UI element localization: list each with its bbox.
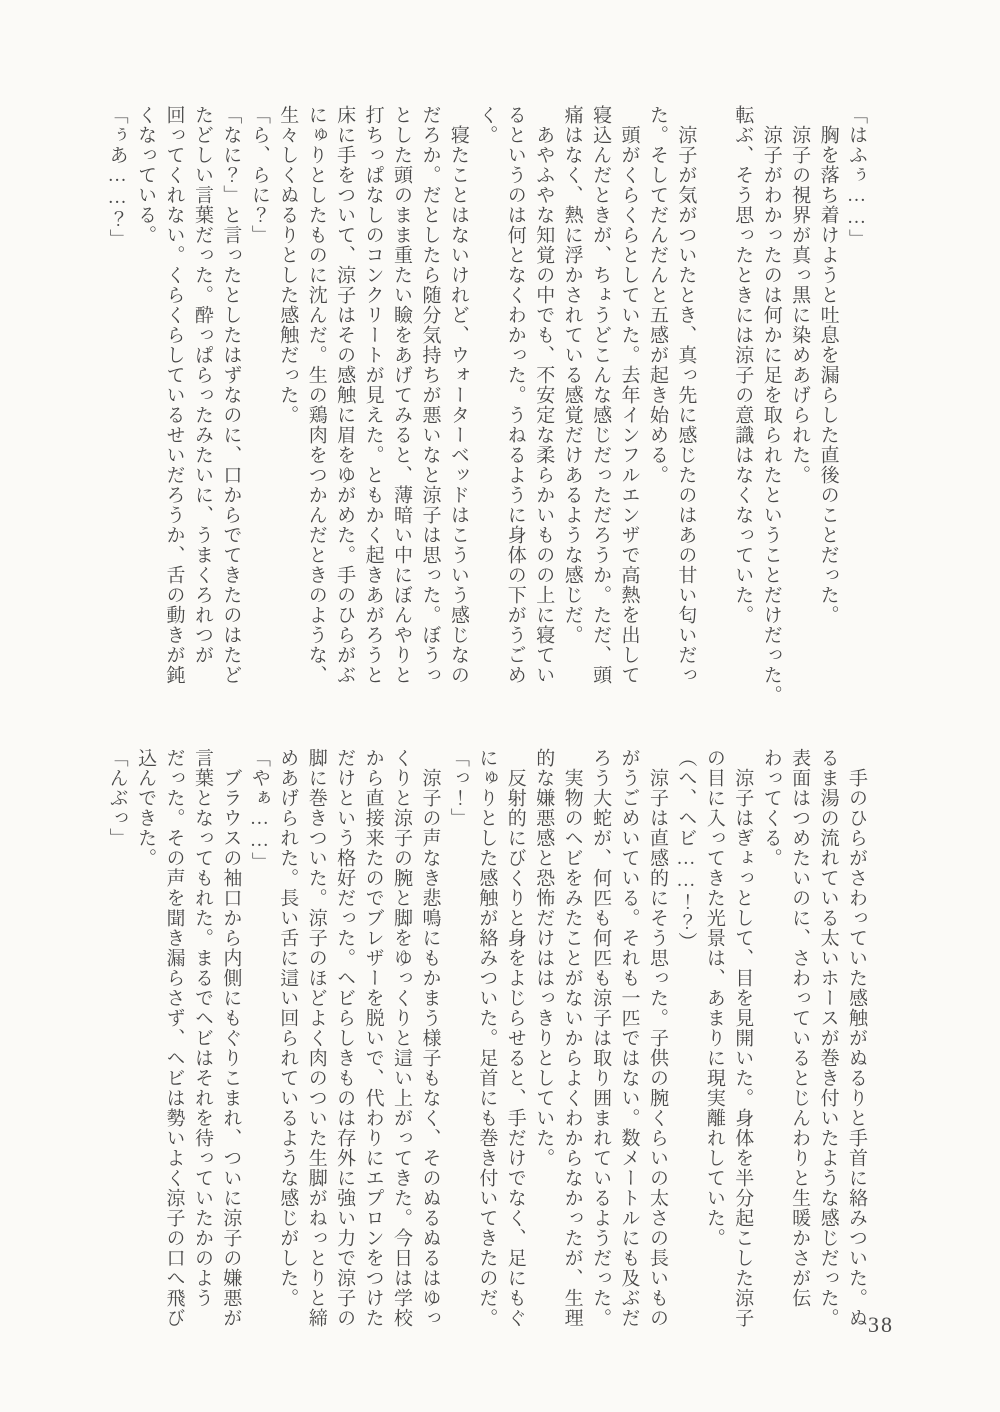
text-column: 表面はつめたいのに、さわっているとじんわりと生暖かさが伝 — [789, 748, 811, 1308]
text-column: 寝たことはないけれど、ウォーターベッドはこういう感じなの — [447, 105, 469, 685]
text-column: くなっている。 — [135, 105, 157, 245]
text-column: から直接来たのでブレザーを脱いで、代わりにエプロンをつけた — [362, 748, 384, 1328]
text-column: 的な嫌悪感と恐怖だけははっきりとしていた。 — [533, 748, 555, 1168]
text-column: 頭がくらくらとしていた。去年インフルエンザで高熱を出して — [618, 105, 640, 685]
text-column: く。 — [476, 105, 498, 145]
text-column: 込んできた。 — [135, 748, 157, 868]
text-column: がうごめいている。それも一匹ではない。数メートルにも及ぶだ — [618, 748, 640, 1328]
text-column: 「んぶっ」 — [106, 748, 128, 848]
text-column: 打ちっぱなしのコンクリートが見えた。ともかく起きあがろうと — [362, 105, 384, 685]
text-column: 「やぁ……」 — [248, 748, 270, 872]
text-column: にゅりとした感触が絡みついた。足首にも巻き付いてきたのだ。 — [476, 748, 498, 1328]
text-column: 言葉となってもれた。まるでヘビはそれを待っていたかのよう — [191, 748, 213, 1308]
text-column: 涼子はぎょっとして、目を見開いた。身体を半分起こした涼子 — [732, 748, 754, 1328]
text-column: 涼子がわかったのは何かに足を取られたということだけだった。 — [760, 105, 782, 705]
page-number: 38 — [868, 1312, 894, 1337]
text-column: た。そしてだんだんと五感が起き始める。 — [646, 105, 668, 485]
text-column: くりと涼子の腕と脚をゆっくりと這い上がってきた。今日は学校 — [391, 748, 412, 1328]
text-column: ブラウスの袖口から内側にもぐりこまれ、ついに涼子の嫌悪が — [220, 748, 242, 1328]
text-column: 涼子の視界が真っ黒に染めあげられた。 — [789, 105, 811, 485]
blank-column — [699, 105, 727, 695]
text-column: わってくる。 — [760, 748, 782, 868]
text-column: 「はふぅ……」 — [846, 105, 867, 249]
text-column: 手のひらがさわっていた感触がぬるりと手首に絡みついた。ぬ — [846, 748, 867, 1328]
text-column: 「っ！」 — [447, 748, 469, 828]
text-column: 「ら、らに？」 — [248, 105, 270, 245]
text-column: 回ってくれない。くらくらしているせいだろうか、舌の動きが鈍 — [163, 105, 185, 685]
text-column: 胸を落ち着けようと吐息を漏らした直後のことだった。 — [817, 105, 839, 625]
text-column: にゅりとしたものに沈んだ。生の鶏肉をつかんだときのような、 — [305, 105, 327, 685]
text-column: たどしい言葉だった。酔っぱらったみたいに、うまくろれつが — [191, 105, 213, 665]
text-column: るというのは何となくわかった。うねるように身体の下がうごめ — [504, 105, 526, 685]
text-column: だった。その声を聞き漏らさず、ヘビは勢いよく涼子の口へ飛び — [163, 748, 185, 1328]
text-column: 反射的にびくりと身をよじらせると、手だけでなく、足にもぐ — [504, 748, 526, 1328]
text-column: （へ、ヘビ……！？） — [675, 748, 697, 952]
text-column: の目に入ってきた光景は、あまりに現実離れしていた。 — [703, 748, 725, 1248]
text-column: 「なに？」と言ったとしたはずなのに、口からでてきたのはたど — [220, 105, 242, 685]
text-column: 生々しくぬるりとした感触だった。 — [277, 105, 299, 425]
text-column: 涼子は直感的にそう思った。子供の腕くらいの太さの長いもの — [646, 748, 668, 1328]
text-column: るま湯の流れている太いホースが巻き付いたような感じだった。 — [817, 748, 839, 1328]
text-column: めあげられた。長い舌に這い回られているような感じがした。 — [277, 748, 299, 1308]
text-column: 転ぶ、そう思ったときには涼子の意識はなくなっていた。 — [732, 105, 754, 625]
text-column: 涼子が気がついたとき、真っ先に感じたのはあの甘い匂いだっ — [675, 105, 697, 685]
text-column: 脚に巻きついた。涼子のほどよく肉のついた生脚がねっとりと締 — [305, 748, 327, 1328]
text-column: 「ぅあ……？」 — [106, 105, 128, 249]
text-column: 床に手をついて、涼子はその感触に眉をゆがめた。手のひらがぶ — [334, 105, 356, 685]
text-block-lower — [102, 748, 870, 1328]
text-block-upper — [102, 105, 870, 705]
text-column: 実物のヘビをみたことがないからよくわからなかったが、生理 — [561, 748, 583, 1328]
text-column: あやふやな知覚の中でも、不安定な柔らかいものの上に寝てい — [533, 105, 555, 685]
text-column: 寝込んだときが、ちょうどこんな感じだっただろうか。ただ、頭 — [590, 105, 612, 685]
text-column: ろう大蛇が、何匹も何匹も涼子は取り囲まれているようだった。 — [590, 748, 612, 1328]
text-column: とした頭のまま重たい瞼をあげてみると、薄暗い中にぼんやりと — [391, 105, 412, 685]
text-column: 痛はなく、熱に浮かされている感覚だけあるような感じだ。 — [561, 105, 583, 645]
text-column: だけという格好だった。ヘビらしきものは存外に強い力で涼子の — [334, 748, 356, 1328]
text-column: だろか。だとしたら随分気持ちが悪いなと涼子は思った。ぼうっ — [419, 105, 441, 685]
text-column: 涼子の声なき悲鳴にもかまう様子もなく、そのぬるぬるはゆっ — [419, 748, 441, 1328]
